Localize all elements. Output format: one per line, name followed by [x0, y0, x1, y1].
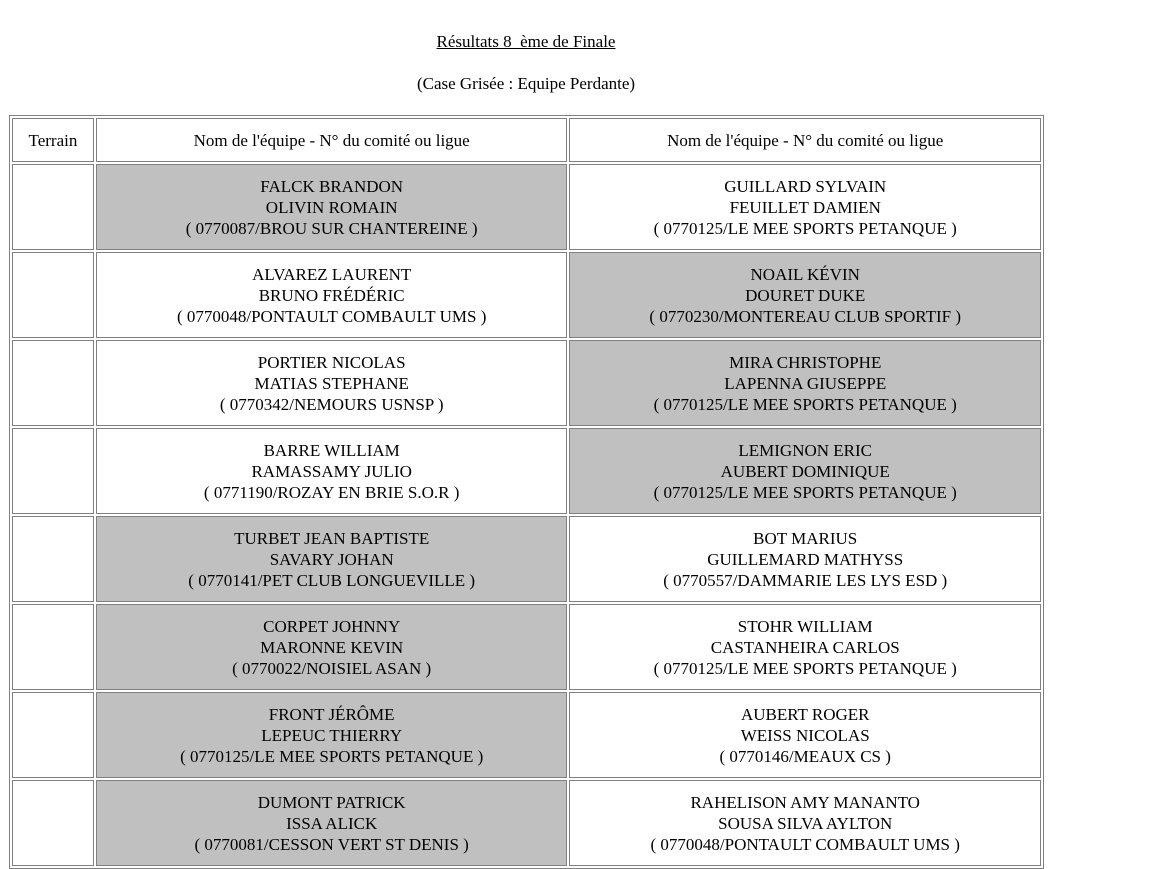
page-title: Résultats 8_ème de Finale	[436, 32, 616, 51]
match-row	[12, 340, 1041, 426]
player-name: CORPET JOHNNY	[263, 616, 401, 636]
team1-cell	[96, 252, 568, 338]
player-name: RAHELISON AMY MANANTO	[690, 792, 920, 812]
player-name: OLIVIN ROMAIN	[265, 197, 398, 217]
player-name: BRUNO FRÉDÉRIC	[258, 285, 405, 305]
club-label: ( 0770081/CESSON VERT ST DENIS )	[194, 834, 469, 854]
player-name: ISSA ALICK	[286, 813, 378, 833]
player-name: BARRE WILLIAM	[263, 440, 400, 460]
terrain-cell	[12, 692, 94, 778]
club-label: ( 0770125/LE MEE SPORTS PETANQUE )	[180, 746, 484, 766]
player-name: DUMONT PATRICK	[257, 792, 406, 812]
club-label: ( 0770125/LE MEE SPORTS PETANQUE )	[653, 394, 957, 414]
player-name: ALVAREZ LAURENT	[252, 264, 412, 284]
results-body	[12, 164, 1041, 866]
team2-cell	[569, 780, 1041, 866]
match-row	[12, 428, 1041, 514]
terrain-cell	[12, 340, 94, 426]
team2-cell	[569, 340, 1041, 426]
player-name: AUBERT ROGER	[740, 704, 870, 724]
header-row	[12, 118, 1041, 162]
terrain-cell	[12, 516, 94, 602]
terrain-cell	[12, 604, 94, 690]
player-name: DOURET DUKE	[745, 285, 866, 305]
team1-cell	[96, 692, 568, 778]
match-row	[12, 780, 1041, 866]
column-header-team2: Nom de l'équipe - N° du comité ou ligue	[569, 118, 1041, 162]
match-row	[12, 164, 1041, 250]
club-label: ( 0770125/LE MEE SPORTS PETANQUE )	[653, 658, 957, 678]
player-name: SAVARY JOHAN	[269, 549, 394, 569]
player-name: AUBERT DOMINIQUE	[720, 461, 890, 481]
club-label: ( 0770048/PONTAULT COMBAULT UMS )	[650, 834, 960, 854]
team1-cell	[96, 780, 568, 866]
player-name: NOAIL KÉVIN	[750, 264, 860, 284]
team1-cell	[96, 164, 568, 250]
column-header-team1: Nom de l'équipe - N° du comité ou ligue	[96, 118, 568, 162]
player-name: MATIAS STEPHANE	[254, 373, 409, 393]
player-name: RAMASSAMY JULIO	[251, 461, 412, 481]
player-name: TURBET JEAN BAPTISTE	[234, 528, 430, 548]
player-name: FEUILLET DAMIEN	[729, 197, 881, 217]
player-name: LAPENNA GIUSEPPE	[724, 373, 887, 393]
team1-cell	[96, 428, 568, 514]
club-label: ( 0770125/LE MEE SPORTS PETANQUE )	[653, 482, 957, 502]
team1-cell	[96, 604, 568, 690]
team2-cell	[569, 516, 1041, 602]
terrain-cell	[12, 164, 94, 250]
team2-cell	[569, 604, 1041, 690]
player-name: WEISS NICOLAS	[740, 725, 870, 745]
team1-cell	[96, 340, 568, 426]
player-name: LEMIGNON ERIC	[738, 440, 873, 460]
club-label: ( 0770048/PONTAULT COMBAULT UMS )	[176, 306, 487, 326]
club-label: ( 0770146/MEAUX CS )	[719, 746, 891, 766]
results-table	[9, 115, 1044, 869]
player-name: FALCK BRANDON	[260, 176, 404, 196]
player-name: MARONNE KEVIN	[260, 637, 404, 657]
team2-cell	[569, 252, 1041, 338]
match-row	[12, 692, 1041, 778]
match-row	[12, 516, 1041, 602]
terrain-cell	[12, 252, 94, 338]
player-name: PORTIER NICOLAS	[257, 352, 406, 372]
club-label: ( 0770087/BROU SUR CHANTEREINE )	[185, 218, 478, 238]
player-name: LEPEUC THIERRY	[261, 725, 403, 745]
player-name: CASTANHEIRA CARLOS	[710, 637, 900, 657]
column-header-terrain: Terrain	[12, 118, 94, 162]
match-row	[12, 252, 1041, 338]
club-label: ( 0770022/NOISIEL ASAN )	[232, 658, 432, 678]
player-name: SOUSA SILVA AYLTON	[718, 813, 893, 833]
club-label: ( 0770342/NEMOURS USNSP )	[219, 394, 444, 414]
team2-cell	[569, 692, 1041, 778]
player-name: GUILLARD SYLVAIN	[724, 176, 887, 196]
club-label: ( 0770557/DAMMARIE LES LYS ESD )	[663, 570, 948, 590]
player-name: MIRA CHRISTOPHE	[729, 352, 882, 372]
club-label: ( 0770125/LE MEE SPORTS PETANQUE )	[653, 218, 957, 238]
player-name: BOT MARIUS	[753, 528, 858, 548]
player-name: STOHR WILLIAM	[737, 616, 873, 636]
team2-cell	[569, 164, 1041, 250]
team1-cell	[96, 516, 568, 602]
club-label: ( 0770141/PET CLUB LONGUEVILLE )	[188, 570, 476, 590]
terrain-cell	[12, 780, 94, 866]
match-row	[12, 604, 1041, 690]
legend-note: (Case Grisée : Equipe Perdante)	[416, 74, 636, 93]
club-label: ( 0770230/MONTEREAU CLUB SPORTIF )	[649, 306, 962, 326]
team2-cell	[569, 428, 1041, 514]
player-name: GUILLEMARD MATHYSS	[707, 549, 904, 569]
terrain-cell	[12, 428, 94, 514]
player-name: FRONT JÉRÔME	[268, 704, 395, 724]
club-label: ( 0771190/ROZAY EN BRIE S.O.R )	[203, 482, 460, 502]
